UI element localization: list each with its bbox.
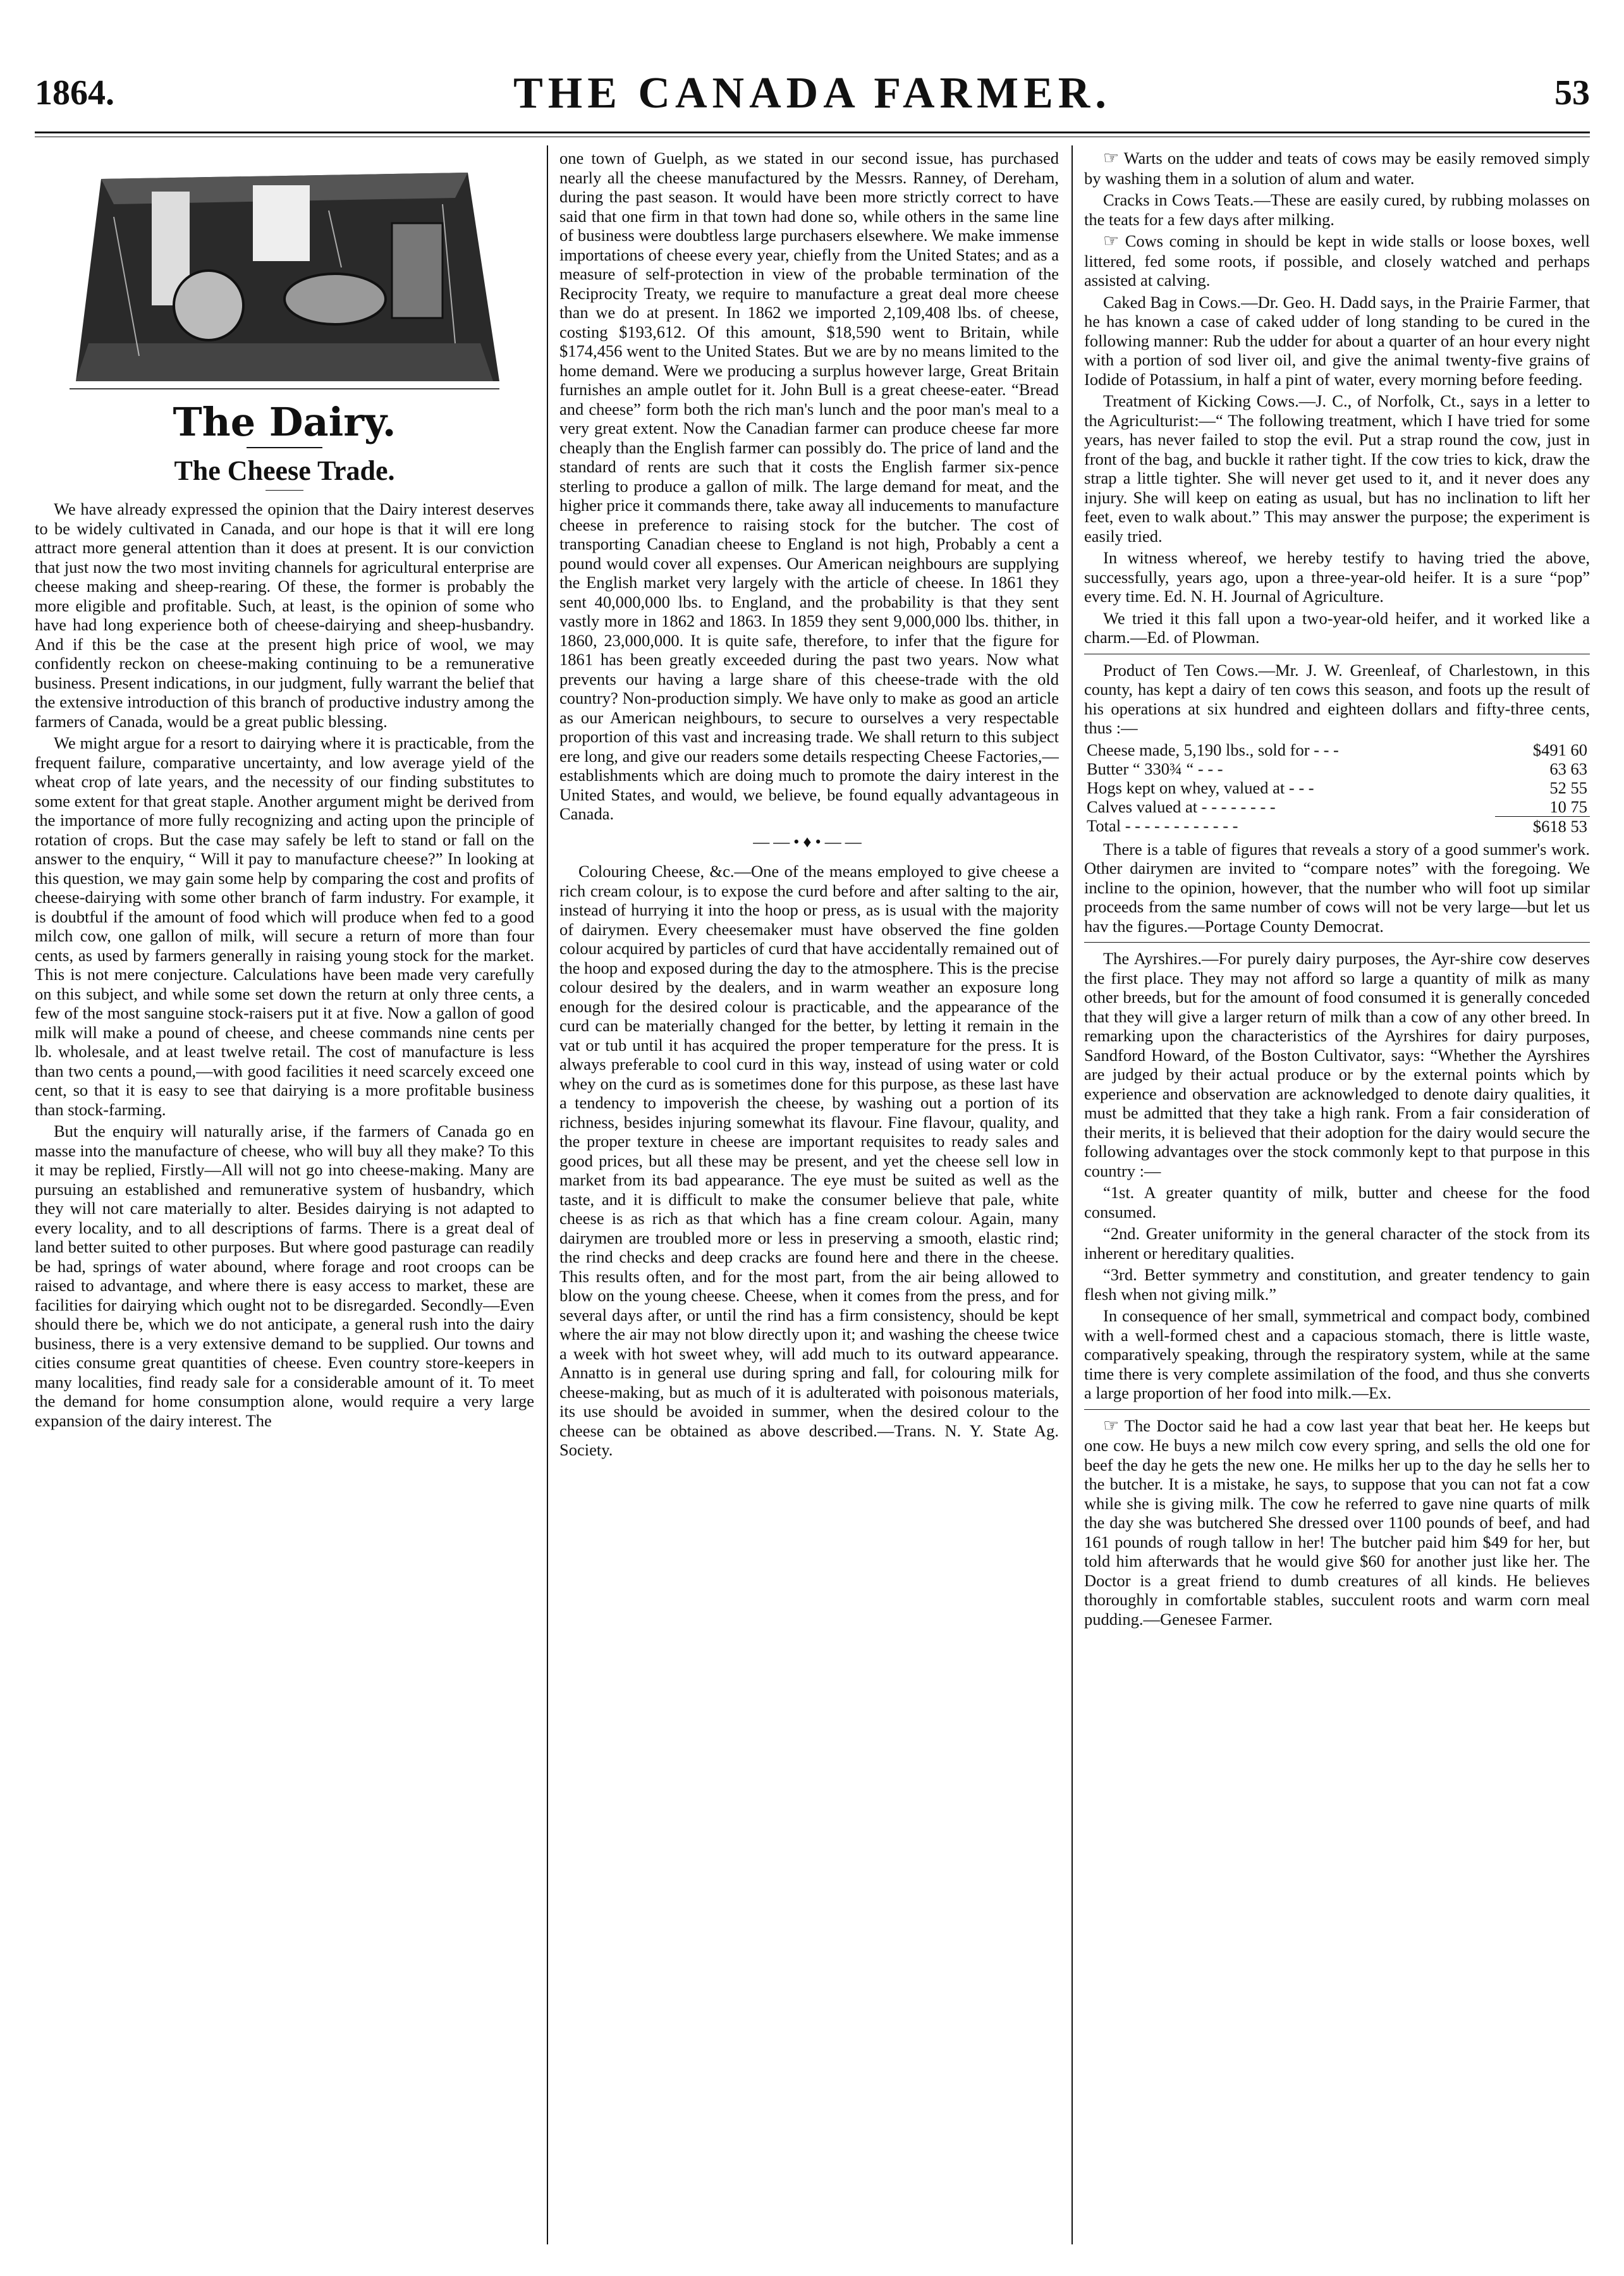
paragraph: Treatment of Kicking Cows.—J. C., of Norfolk, Ct., says in a letter to the Agriculturist:—“ The following treatment, which I have tried for some years, has never failed to stop the evil. Put a strap round the cow, just in front of the bag, and buckle it rather tight. If the cow tries to kick, draw the strap a little tighter. She will never get used to it, and it never does any injury. She will keep on eating as usual, but has no inclination to lift her feet, even to walk about.” This may answer the purpose; the experiment is easily tried. [1084,391,1590,546]
paragraph: Product of Ten Cows.—Mr. J. W. Greenleaf, of Charlestown, in this county, has kept a dairy of ten cows this season, and foots up the result of his operations at six hundred and eighteen dollars and fifty-three cents, thus :— [1084,660,1590,737]
paragraph: In consequence of her small, symmetrical and compact body, combined with a well-formed chest and a capacious stomach, there is little waste, comparatively speaking, through the respiratory system, while at the same time there is very complete assimilation of the food, and thus she converts a large proportion of her food into milk.—Ex. [1084,1306,1590,1402]
paragraph: The Ayrshires.—For purely dairy purposes, the Ayr-shire cow deserves the first place. They may not afford so large a quantity of milk as many other breeds, but for the amount of food consumed it is generally conceded that they will give a larger return of milk than a cow of any other breed. In remarking upon the characteristics of the Ayrshires for dairy purposes, Sandford Howard, of the Boston Cultivator, says: “Whether the Ayrshires are judged by their actual produce or by the external points which by experience and observation are acknowledged to denote dairy qualities, it must be admitted that they take a high rank. From a fair consideration of their merits, it is believed that their adoption for the dairy would secure the following advantages over the stock commonly kept to that purpose in this country :— [1084,949,1590,1180]
total-value: $618 53 [1495,816,1590,836]
column-1 [35,149,534,2241]
table-cell-amount: $491 60 [1532,740,1587,759]
newspaper-title: THE CANADA FARMER. [513,69,1111,118]
paragraph: Caked Bag in Cows.—Dr. Geo. H. Dadd says, in the Prairie Farmer, that he has known a case of caked udder of long standing to be cured in the following manner: Rub the udder for about a quarter of an hour every night with a portion of sod liver oil, and give the animal twenty-five grains of Iodide of Potassium, in half a pint of water, every morning before feeding. [1084,292,1590,389]
table-row [1084,778,1590,797]
title-rule [266,490,303,491]
issue-year: 1864. [35,73,114,113]
heading-rule [247,447,322,448]
paragraph: But the enquiry will naturally arise, if the farmers of Canada go en masse into the manufacture of cheese, who will buy all they make? To this it may be replied, Firstly—All will not go into cheese-making. Many are pursuing an established and remunerative system of husbandry, which they will not care materially to alter. Besides dairying is not adapted to every locality, and to all descriptions of farms. There is a great deal of land better suited to other purposes. But where good pasturage can readily be had, springs of water abound, where forage and root croops can be raised to advantage, and where there is easy access to market, these are facilities for dairying which ought not to be disregarded. Secondly—Even should there be, which we do not anticipate, a general rush into the dairy business, there is a very extensive demand to be supplied. Our towns and cities consume great quantities of cheese. Even country store-keepers in many localities, find ready sale for a considerable amount of it. To meet the demand for home consumption alone, would require a very large expansion of the dairy interest. The [35,1122,534,1430]
pointing-hand-icon: ☞ [1103,149,1120,168]
pointing-hand-icon: ☞ [1103,231,1120,251]
separator [1084,942,1590,943]
paragraph: We tried it this fall upon a two-year-old heifer, and it worked like a charm.—Ed. of Plowman. [1084,608,1590,647]
table-row [1084,740,1590,759]
paragraph: ☞ Warts on the udder and teats of cows may be easily removed simply by washing them in a solution of alum and water. [1084,149,1590,188]
dairy-interior-engraving-icon [63,154,506,394]
table-row [1084,759,1590,778]
table-cell-amount: 63 63 [1549,759,1587,778]
section-ornament: ——•♦•—— [753,832,865,851]
column-divider-1 [547,145,548,2244]
column-divider-2 [1071,145,1073,2244]
column-2 [559,149,1059,2241]
separator [1084,1409,1590,1410]
paragraph: We have already expressed the opinion that the Dairy interest deserves to be widely cultivated in Canada, and our hope is that it will ere long attract more general attention than it does at present. It is our conviction that just now the two most inviting channels for agricultural enterprise are cheese making and sheep-rearing. Of these, the former is probably the more eligible and profitable. Such, at least, is the opinion of some who have had long experience both of cheese-dairying and sheep-husbandry. And if this be the case at the present high price of wool, we may confidently reckon on cheese-making continuing to be a remunerative business. Present indications, in our judgment, fully warrant the belief that the extensive introduction of this branch of productive industry among the farmers of Canada, would be a great public blessing. [35,499,534,731]
table-cell-amount: 10 75 [1549,797,1587,816]
paragraph: There is a table of figures that reveals a story of a good summer's work. Other dairymen are invited to “compare notes” with the foregoing. We incline to the opinion, however, that the number who will foot up similar proceeds from the same number of cows will not be very large—but let us hav the figures.—Portage County Democrat. [1084,839,1590,936]
table-cell-item: Cheese made, 5,190 lbs., sold for - - - [1087,740,1339,759]
page-number: 53 [1554,73,1590,113]
column-3 [1084,149,1590,2241]
table-row [1084,797,1590,817]
table-total-row [1084,816,1590,836]
paragraph: “1st. A greater quantity of milk, butter and cheese for the food consumed. [1084,1183,1590,1221]
paragraph: one town of Guelph, as we stated in our second issue, has purchased nearly all the cheese manufactured by the Messrs. Ranney, of Dereham, during the past season. It would have been more strictly correct to have said that one firm in that town had done so, while others in the same line of business were doubtless large purchasers elsewhere. We make immense importations of cheese every year, chiefly from the United States; and as a measure of self-protection in view of the probable termination of the Reciprocity Treaty, we require to manufacture a great deal more cheese than we do at present. In 1862 we imported 2,109,408 lbs. of cheese, costing $193,612. Of this amount, $18,590 went to Britain, while $174,456 went to the United States. But we are by no means limited to the home demand. Were we producing a surplus however large, Great Britain furnishes an ample outlet for it. John Bull is a great cheese-eater. “Bread and cheese” form both the rich man's lunch and the poor man's meal to a very great extent. Now the Canadian farmer can produce cheese far more cheaply than the English farmer can possibly do. The price of land and the standard of rents are such that it costs the English farmer six-pence sterling to produce a gallon of milk. The large demand for meat, and the higher price it commands there, take away all inducements to manufacture cheese in preference to raising stock for the butcher. The cost of transporting Canadian cheese to England is not high, Probably a cent a pound would cover all expenses. Our American neighbours are supplying the English market very largely with the article of cheese. In 1861 they sent 40,000,000 lbs. to England, and the probability is that they sent vastly more in 1862 and 1863. In 1859 they sent 9,000,000 lbs. thither, in 1860, 23,000,000. It is quite safe, therefore, to infer that the figure for 1861 has been greatly exceeded during the past two years. Now what prevents our having a large share of this cheese-trade with the old country? Non-production simply. We have only to make as good an article as our American neighbours, to secure to ourselves a very respectable proportion of this vast and increasing trade. We shall return to this subject ere long, and give our readers some details respecting Cheese Factories,—establishments which are doing much to promote the dairy interest in the United States, and would, we believe, be found equally advantageous in Canada. [559,149,1059,823]
paragraph: We might argue for a resort to dairying where it is practicable, from the frequent failure, comparative uncertainty, and low average yield of the wheat crop of late years, and the necessity of our finding substitutes to some extent for that great staple. Another argument might be derived from the importance of more fully recognizing and acting upon the principle of rotation of crops. But the case may safely be left to stand or fall on the answer to the enquiry, “ Will it pay to manufacture cheese?” In looking at this question, we may gain some help by comparing the cost and profits of cheese-dairying with some other branch of farm industry. For example, it is doubtful if the amount of food which will produce when fed to a good milch cow, one gallon of milk, will secure a return of more than four cents, as used by farmers generally in raising young stock for the market. This is not mere conjecture. Calculations have been made very carefully on this subject, and while some set down the return at only three cents, a few of the most sanguine stock-raisers put it at five. Now a gallon of good milk will make a pound of cheese, and cheese commands nine cents per lb. wholesale, and at least twelve retail. The cost of manufacture is less than two cents a pound,—with good facilities it need scarcely exceed one cent, so that it is easy to see that dairying is a more profitable business than stock-farming. [35,733,534,1119]
paragraph: ☞ The Doctor said he had a cow last year that beat her. He keeps but one cow. He buys a new milch cow every spring, and sells the old one for beef the day he gets the new one. He milks her up to the day he sells her to the butcher. It is a mistake, he says, to suppose that you can not fat a cow while she is giving milk. The cow he referred to gave nine quarts of milk the day she was butchered She dressed over 1100 pounds of beef, and had 161 pounds of rough tallow in her! The butcher paid him $49 for her, but told him afterwards that he would give $60 for another just like her. The Doctor is a great friend to dumb creatures of all kinds. He believes thoroughly in comfortable stables, succulent roots and warm corn meal pudding.—Genesee Farmer. [1084,1416,1590,1629]
masthead-rule [35,132,1590,133]
paragraph: “2nd. Greater uniformity in the general character of the stock from its inherent or hereditary qualities. [1084,1224,1590,1263]
paragraph: ☞ Cows coming in should be kept in wide stalls or loose boxes, well littered, fed some roots, if possible, and closely watched and perhaps assisted at calving. [1084,231,1590,290]
department-heading: The Dairy. [173,399,396,445]
paragraph: Colouring Cheese, &c.—One of the means employed to give cheese a rich cream colour, is to expose the curd before and after salting to the air, instead of hurrying it into the hoop or press, as is usual with the majority of dairymen. Every cheesemaker must have observed the fine golden colour acquired by particles of curd that have accidentally remained out of the hoop and exposed during the day to the atmosphere. This is the precise colour desired by the dealers, and in warm weather an exposure long enough for the desired colour is practicable, and the appearance of the curd can be materially changed for the better, by letting it remain in the vat or tub until it has acquired the proper temperature for the press. It is always preferable to cool curd in this way, instead of using water or cold whey on the curd as is sometimes done for this purpose, as these last have a tendency to impoverish the cheese, by washing out a portion of its richness, besides injuring somewhat its flavour. Fine flavour, quality, and the proper texture in cheese are important requisites to ready sales and good prices, but all these may be present, and yet the cheese sell low in market from its bad appearance. The eye must be suited as well as the taste, and it is difficult to make the consumer believe that pale, white cheese is as rich as that which has a fine cream colour. Again, many dairymen are troubled more or less in preserving a smooth, elastic rind; the rind checks and deep cracks are found here and there in the cheese. This results often, and for the most part, from the air being allowed to blow on the young cheese. Cheese, when it comes from the press, and for several days after, or until the rind has a firm consistency, should be kept where the air may not blow directly upon it; and washing the cheese twice a week with hot sweet whey, will add much to its outward appearance. Annatto is in general use during spring and fall, for colouring milk for cheese-making, but as much of it is adulterated with poisonous materials, its use should be avoided in summer, when the desired colour to the cheese can be obtained as above described.—Trans. N. Y. State Ag. Society. [559,862,1059,1459]
masthead [35,44,1590,120]
table-cell-item: Calves valued at - - - - - - - - [1087,797,1276,816]
total-label: Total - - - - - - - - - - - - [1087,816,1238,836]
table-cell-item: Butter “ 330¾ “ - - - [1087,759,1223,778]
paragraph: Cracks in Cows Teats.—These are easily cured, by rubbing molasses on the teats for a few days after milking. [1084,190,1590,229]
paragraph: “3rd. Better symmetry and constitution, and greater tendency to gain flesh when not giving milk.” [1084,1265,1590,1304]
newspaper-page [35,44,1590,2251]
article-title: The Cheese Trade. [174,455,395,486]
dairy-product-table [1084,740,1590,836]
pointing-hand-icon: ☞ [1103,1416,1120,1436]
table-cell-amount: 52 55 [1549,778,1587,797]
paragraph: In witness whereof, we hereby testify to having tried the above, successfully, years ago, upon a three-year-old heifer. It is a sure “pop” every time. Ed. N. H. Journal of Agriculture. [1084,548,1590,606]
table-cell-item: Hogs kept on whey, valued at - - - [1087,778,1314,797]
